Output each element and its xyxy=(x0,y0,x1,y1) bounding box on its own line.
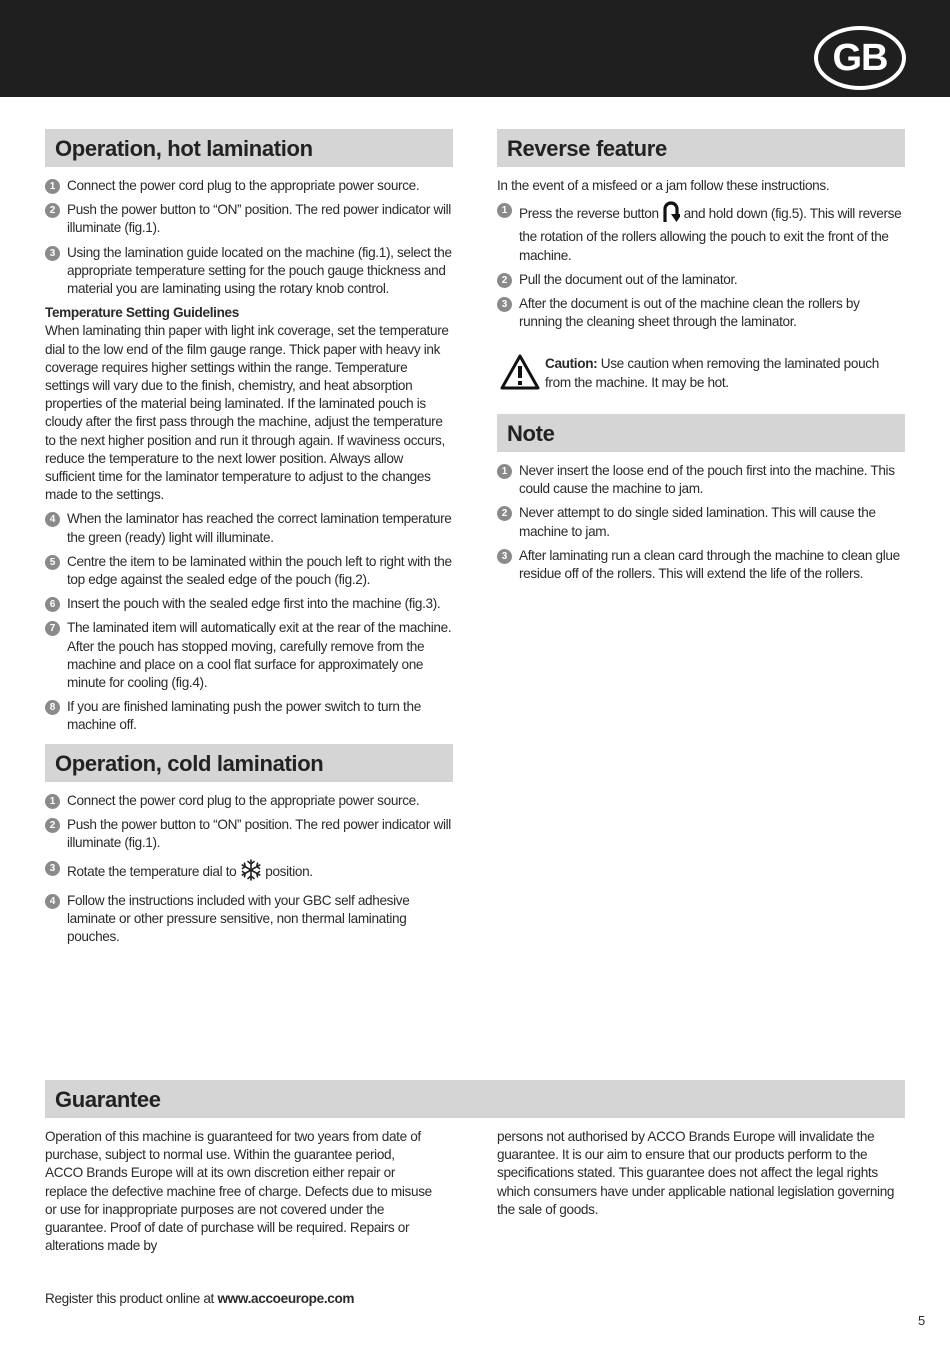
reverse-intro: In the event of a misfeed or a jam follow these instructions. xyxy=(497,178,830,193)
step-number: 2 xyxy=(497,273,512,288)
temperature-guidelines-text: When laminating thin paper with light ink coverage, set the temperature dial to the low end of the film gauge range. Thick paper with heavy ink coverage requires higher settings within the range. Temperature settings will vary due to the finish, chemistry, and heat absorption properties of the material being laminated. If the laminated pouch is cloudy after the first pass through the machine, adjust the temperature to the next higher position and run it through again. If waviness occurs, reduce the temperature to the next lower position. Always allow sufficient time for the laminator temperature to adjust to the changes made to the settings. xyxy=(45,323,449,503)
step-number: 1 xyxy=(45,179,60,194)
register-link[interactable]: www.accoeurope.com xyxy=(217,1291,355,1306)
step-text: Connect the power cord plug to the appropriate power source. xyxy=(67,178,420,193)
step-number: 2 xyxy=(45,203,60,218)
step-number: 4 xyxy=(45,894,60,909)
guarantee-title: Guarantee xyxy=(45,1080,905,1118)
list-item xyxy=(45,816,453,852)
step-number: 1 xyxy=(497,203,512,218)
step-text: After laminating run a clean card through the machine to clean glue residue off of the rollers. This will extend the life of the rollers. xyxy=(519,547,900,582)
step-number: 4 xyxy=(45,512,60,527)
step-number: 3 xyxy=(497,549,512,564)
register-line xyxy=(45,1290,354,1308)
caution-notice xyxy=(497,355,905,395)
step-text: and hold down (fig.5). This will reverse the rotation of the rollers allowing the pouch to exit the front of the machine. xyxy=(519,206,902,263)
list-item xyxy=(497,547,905,583)
step-text: Rotate the temperature dial to xyxy=(67,863,237,879)
warning-icon xyxy=(499,353,541,391)
hot-lamination-section xyxy=(45,129,453,741)
step-text: Pull the document out of the laminator. xyxy=(519,271,738,287)
cold-steps xyxy=(45,792,453,946)
step-text: Using the lamination guide located on the machine (fig.1), select the appropriate temperature setting for the pouch gauge thickness and material you are laminating using the rotary knob control. xyxy=(67,244,452,297)
step-number: 5 xyxy=(45,555,60,570)
step-number: 7 xyxy=(45,621,60,636)
list-item xyxy=(45,244,453,299)
list-item xyxy=(45,859,453,886)
reverse-arrow-icon xyxy=(662,201,680,228)
snowflake-icon xyxy=(240,859,262,886)
cold-lamination-section xyxy=(45,744,453,952)
hot-steps-a xyxy=(45,177,453,298)
reverse-feature-title: Reverse feature xyxy=(497,129,905,167)
step-text: position. xyxy=(265,863,313,879)
step-number: 8 xyxy=(45,700,60,715)
list-item xyxy=(497,295,905,331)
step-text: When the laminator has reached the correct lamination temperature the green (ready) light will illuminate. xyxy=(67,511,452,545)
caution-label: Caution: xyxy=(545,356,598,372)
guarantee-section xyxy=(45,1080,905,1306)
step-text: Never attempt to do single sided lamination. This will cause the machine to jam. xyxy=(519,505,876,539)
step-text: Push the power button to “ON” position. The red power indicator will illuminate (fig.1). xyxy=(67,817,451,851)
list-item xyxy=(497,462,905,498)
list-item xyxy=(497,504,905,540)
step-text: If you are finished laminating push the power switch to turn the machine off. xyxy=(67,699,421,733)
note-title: Note xyxy=(497,414,905,452)
reverse-feature-section xyxy=(497,129,905,395)
step-number: 2 xyxy=(45,818,60,833)
guarantee-text-right: persons not authorised by ACCO Brands Europe will invalidate the guarantee. It is our aim to ensure that our products perform to the specifications stated. This guarantee does not affect the legal rights which consumers have under applicable national legislation governing the sale of goods. xyxy=(497,1129,895,1217)
register-text: Register this product online at xyxy=(45,1291,214,1306)
step-text: After the document is out of the machine clean the rollers by running the cleaning sheet through the laminator. xyxy=(519,296,860,330)
temperature-guidelines-heading: Temperature Setting Guidelines xyxy=(45,305,239,321)
step-number: 1 xyxy=(497,464,512,479)
step-text: Connect the power cord plug to the appropriate power source. xyxy=(67,793,420,808)
step-text: Follow the instructions included with your GBC self adhesive laminate or other pressure sensitive, non thermal laminating pouches. xyxy=(67,892,410,945)
guarantee-text-left: Operation of this machine is guaranteed for two years from date of purchase, subject to normal use. Within the guarantee period, ACCO Brands Europe will at its own discretion either repair or replace the defective machine free of charge. Defects due to misuse or use for inappropriate purposes are not covered under the guarantee. Proof of date of purchase will be required. Repairs or alterations made by xyxy=(45,1129,432,1254)
list-item xyxy=(45,177,453,195)
list-item xyxy=(45,595,453,613)
list-item xyxy=(45,698,453,734)
step-text: Press the reverse button xyxy=(519,206,659,222)
step-number: 2 xyxy=(497,506,512,521)
list-item xyxy=(45,201,453,237)
note-steps xyxy=(497,462,905,583)
hot-steps-b xyxy=(45,510,453,734)
caution-text: Use caution when removing the laminated pouch from the machine. It may be hot. xyxy=(545,356,879,390)
step-text: Insert the pouch with the sealed edge first into the machine (fig.3). xyxy=(67,596,441,612)
step-text: Never insert the loose end of the pouch first into the machine. This could cause the machine to jam. xyxy=(519,463,895,497)
reverse-steps xyxy=(497,201,905,331)
step-text: Push the power button to “ON” position. The red power indicator will illuminate (fig.1). xyxy=(67,202,451,236)
page-number: 5 xyxy=(918,1313,926,1328)
step-number: 6 xyxy=(45,597,60,612)
header-bar xyxy=(0,0,950,97)
country-badge: GB xyxy=(814,26,906,90)
hot-lamination-title: Operation, hot lamination xyxy=(45,129,453,167)
list-item xyxy=(45,792,453,810)
list-item xyxy=(497,271,905,289)
step-number: 3 xyxy=(45,246,60,261)
note-section xyxy=(497,414,905,589)
step-number: 1 xyxy=(45,794,60,809)
list-item xyxy=(45,619,453,692)
list-item xyxy=(45,510,453,546)
list-item xyxy=(497,201,905,265)
step-text: Centre the item to be laminated within the pouch left to right with the top edge against the sealed edge of the pouch (fig.2). xyxy=(67,553,452,588)
step-number: 3 xyxy=(497,297,512,312)
cold-lamination-title: Operation, cold lamination xyxy=(45,744,453,782)
list-item xyxy=(45,553,453,589)
list-item xyxy=(45,892,453,947)
step-number: 3 xyxy=(45,861,60,876)
step-text: The laminated item will automatically exit at the rear of the machine. After the pouch has stopped moving, carefully remove from the machine and place on a cool flat surface for approximately one minute for cooling (fig.4). xyxy=(67,620,452,691)
